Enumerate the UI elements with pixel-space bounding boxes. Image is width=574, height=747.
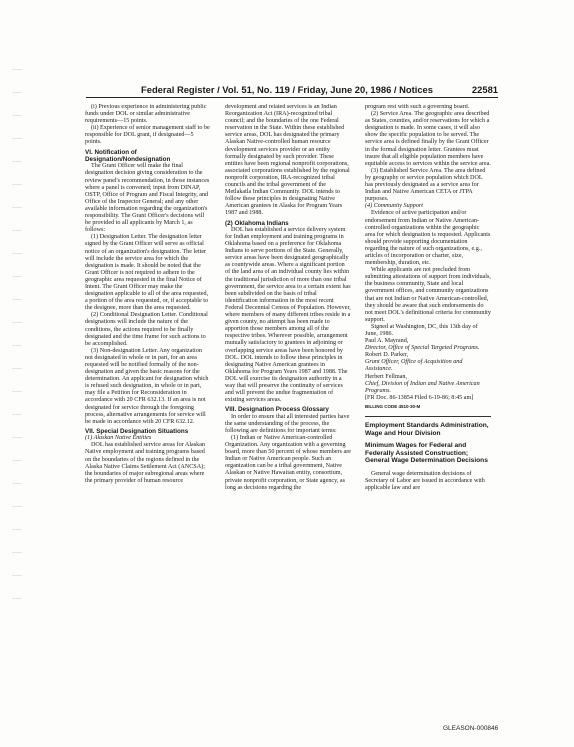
paragraph: program rest with such a governing board. (365, 104, 470, 110)
signatory-title: Chief, Division of Indian and Native American Programs. (365, 380, 480, 394)
paragraph: (1) Designation Letter. The designation letter signed by the Grant Officer will serve as official notice of an organization's designation. The letter will include the service area for which the designation is made. It should be noted that the Grant Officer is not required to adhere to the geographic area requested in the final Notice of Intent. The Grant Officer may make the designation applicable to all of the area requested, a portion of the area requested, or, if acceptable to the designee, more than the area requested. (85, 234, 209, 312)
signatory-name: Robert D. Parker, (365, 352, 409, 359)
section-heading: VII. Special Designation Situations (85, 427, 189, 435)
signatory-name: Paul A. Mayrand, (365, 338, 409, 345)
section-rule (365, 416, 491, 417)
page-number: 22581 (471, 84, 498, 95)
section-heading: VI. Notification of Designation/Nondesignation (85, 148, 171, 163)
paragraph: (i) Previous experience in administering public funds under DOL or similar administrative requirements—15 points. (85, 104, 207, 125)
paragraph: The Grant Officer will make the final designation decision giving consideration to the review panel's recommendation, in those instances where a panel is convened; input from DINAP, OSTP, Office of Program and Fiscal Integrity, and Office of the Inspector General; and any other available information regarding the organization's responsibility. The Grant Officer's decisions will be provided to all applicants by March 1, as follows: (85, 163, 210, 234)
scan-margin-specks (12, 60, 22, 620)
running-head-text: Federal Register / Vol. 51, No. 119 / Friday, June 20, 1986 / Notices (141, 84, 433, 95)
paragraph: (1) Indian or Native American-controlled Organization. Any organization with a governing board, more than 50 percent of whose members are Indian or Native American people. Such an organization can be a tribal government, Native Alaskan or Native Hawaiian entity, consortium, private nonprofit corporation, or State agency, as long as decisions regarding the (225, 434, 351, 491)
paragraph: development and related services is an Indian Reorganization Act (IRA)-recognized tribal council; and the boundaries of the one Federal reservation in the State. Within these established service areas, DOL has designated the primary Alaskan Native-controlled human resource development services provider or an entity formally designated by such provider. These entities have been regional nonprofit corporations, associated corporations established by the regional nonprofit corporation, IRA-recognized tribal councils and the tribal government of the Metlakatla Indian Community. DOL intends to follow these principles in designating Native American grantees in Alaska for Program Years 1987 and 1988. (225, 104, 350, 217)
section-heading: VIII. Designation Process Glossary (225, 406, 329, 414)
signing-line: Signed at Washington, DC, this 13th day of June, 1986. (365, 323, 478, 337)
paragraph: In order to ensure that all interested parties have the same understanding of the process, the following are definitions for important terms: (225, 413, 350, 434)
bates-stamp: GLEASON-000846 (443, 725, 499, 732)
column-2 (225, 104, 351, 704)
paragraph: General wage determination decisions of Secretary of Labor are issued in accordance with applicable law and are (365, 471, 485, 492)
paragraph: While applicants are not precluded from submitting attestations of support from individuals, the business community, State and local government offices, and community organizations that are not Indian or Native American-controlled, they should be aware that such endorsements do not meet DOL's definitional criteria for community support. (365, 267, 491, 323)
section-heading: (2) Oklahoma Indians (225, 219, 289, 227)
subsection-heading: (1) Alaskan Native Entities (85, 435, 152, 442)
paragraph: DOL has established a service delivery system for Indian employment and training programs in Oklahoma based on a preference for Oklahoma Indians to serve portions of the State. Generally, service areas have been designated geographically as countywide areas. Where a significant portion of the land area of an individual county lies within the traditional jurisdiction of more than one tribal government, the service area to a certain extent has been subdivided on the basis of tribal identification information in the most recent Federal Decennial Census of Population. However, where members of many different tribes reside in a given county, no attempt has been made to apportion those members among all of the respective tribes. Wherever possible, arrangement mutually satisfactory to grantees in adjoining or overlapping service areas have been honored by DOL. DOL intends to follow these principles in designating Native American grantees in Oklahoma for Program Years 1987 and 1988. The DOL will exercise its designation authority in a way that will preserve the continuity of services and will prevent the undue fragmentation of existing services areas. (225, 226, 351, 404)
billing-code: BILLING CODE 4510-30-M (365, 403, 421, 409)
document-title: Minimum Wages for Federal and Federally Assisted Construction; General Wage Determination Decisions (365, 442, 488, 465)
agency-heading: Employment Standards Administration, Wage and Hour Division (365, 422, 489, 437)
signatory-title: Grant Officer, Office of Acquisition and Assistance. (365, 359, 463, 373)
paragraph: (2) Conditional Designation Letter. Conditional designations will include the nature of the conditions, the actions required to be finally designated and the time frame for such actions to be accomplished. (85, 312, 208, 347)
column-3 (365, 104, 491, 704)
paragraph: (2) Service Area. The geographic area described as States, counties, and/or reservations for which a designation is made. In some cases, it will also show the specific population to be served. The service area is defined finally by the Grant Officer in the formal designation letter. Grantees must insure that all eligible population members have equitable access to services within the service area. (365, 111, 491, 167)
paragraph: (3) Non-designation Letter. Any organization not designated in whole or in part, for an area requested will be notified formally of the non-designation and given the basic reasons for the determination. An applicant for designation which is refused such designation, in whole or in part, may file a Petition for Reconsideration in accordance with 20 CFR 632.13. If an area is not designated for service through the foregoing process, alternative arrangements for service will be made in accordance with 20 CFR 632.12. (85, 347, 209, 425)
running-header (86, 84, 498, 98)
column-1 (85, 104, 211, 704)
paragraph: Evidence of active participation and/or endorsement from Indian or Native American-controlled organizations within the geographic area for which designation is requested. Applicants should provide supporting documentation regarding the nature of such organizations, e.g., articles of incorporation or charter, size, membership, duration, etc. (365, 210, 491, 267)
signatory-title: Director, Office of Special Targeted Programs. (365, 345, 480, 352)
signatory-name: Herbert Fellman, (365, 373, 407, 380)
fr-doc-line: [FR Doc. 86-13854 Filed 6-19-86; 8:45 am] (365, 394, 474, 401)
subsection-heading: (4) Community Support (365, 203, 423, 210)
header-rule (86, 97, 498, 98)
paragraph: (ii) Experience of senior management staff to be responsible for DOL grant, if designated—5 points. (85, 125, 210, 146)
paragraph: DOL has established service areas for Alaskan Native employment and training programs based on the boundaries of the regions defined in the Alaska Native Claims Settlement Act (ANCSA); the boundaries of major subregional areas where the primary provider of human resource (85, 442, 206, 484)
paragraph: (3) Established Service Area. The area defined by geography or service population which DOL has previously designated as a service area for Indian and Native American CETA or JTPA purposes. (365, 167, 486, 203)
